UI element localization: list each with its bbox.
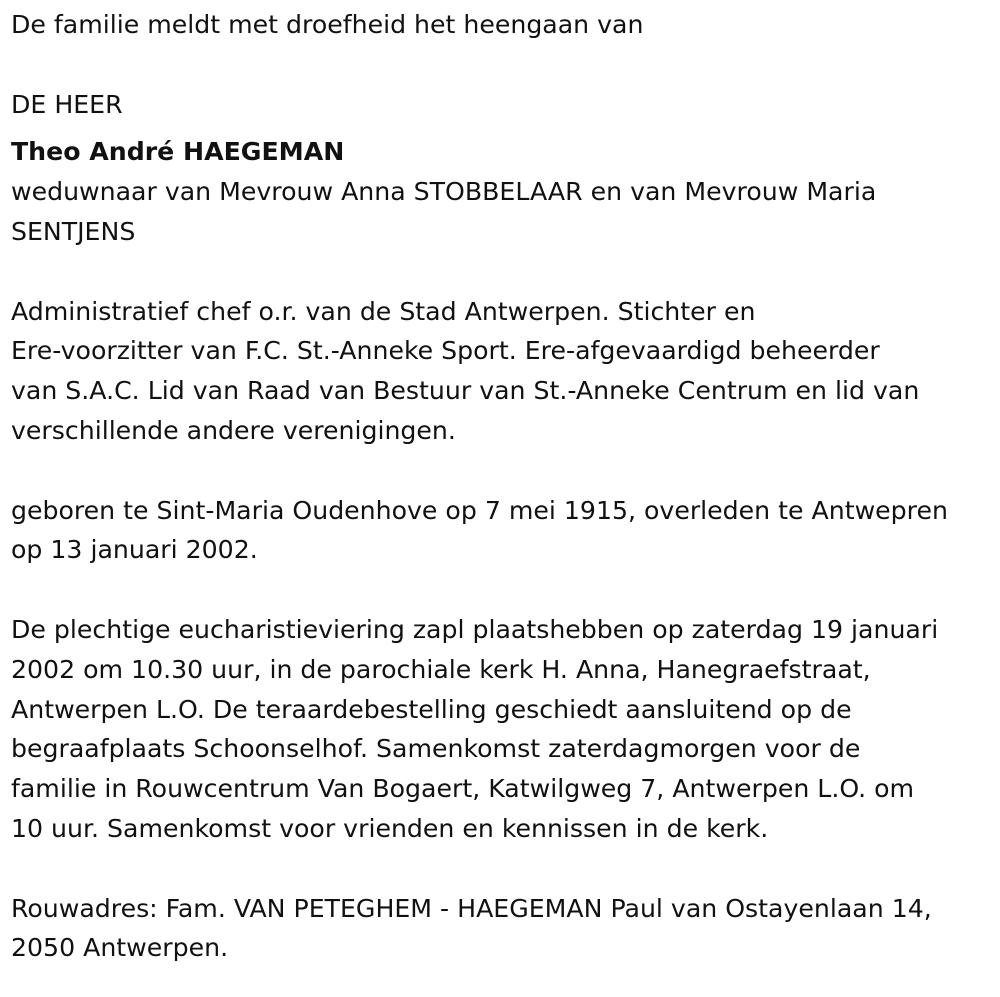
paragraph-line: Ere-voorzitter van F.C. St.-Anneke Sport. Ere-afgevaardigd beheerder — [11, 336, 880, 366]
paragraph-line: Administratief chef o.r. van de Stad Antwerpen. Stichter en — [11, 296, 756, 326]
paragraph-line: verschillende andere verenigingen. — [11, 415, 456, 445]
spacer — [11, 570, 997, 610]
honorific-title: DE HEER — [11, 89, 123, 119]
intro-text: De familie meldt met droefheid het heengaan van — [11, 10, 644, 39]
paragraph-line: 2002 om 10.30 uur, in de parochiale kerk H. Anna, Hanegraefstraat, — [11, 654, 871, 684]
paragraph-line: Rouwadres: Fam. VAN PETEGHEM - HAEGEMAN Paul van Ostayenlaan 14, — [11, 893, 932, 923]
functions-paragraph — [11, 292, 997, 451]
paragraph-line: 10 uur. Samenkomst voor vrienden en kennissen in de kerk. — [11, 813, 769, 843]
birth-death-paragraph — [11, 491, 997, 571]
paragraph-line: weduwnaar van Mevrouw Anna STOBBELAAR en van Mevrouw Maria — [11, 177, 877, 207]
paragraph-line: Antwerpen L.O. De teraardebestelling geschiedt aansluitend op de — [11, 694, 852, 724]
spacer — [11, 252, 997, 292]
ceremony-paragraph — [11, 610, 997, 849]
paragraph-line: De plechtige eucharistieviering zapl plaatshebben op zaterdag 19 januari — [11, 614, 939, 644]
deceased-name: Theo André HAEGEMAN — [11, 137, 345, 167]
spacer — [11, 45, 997, 85]
paragraph-line: familie in Rouwcentrum Van Bogaert, Katwilgweg 7, Antwerpen L.O. om — [11, 774, 915, 804]
paragraph-line: 2050 Antwerpen. — [11, 933, 229, 963]
obituary-notice — [11, 5, 997, 968]
spacer — [11, 451, 997, 491]
address-paragraph — [11, 889, 997, 969]
spacer — [11, 849, 997, 889]
paragraph-line: van S.A.C. Lid van Raad van Bestuur van St.-Anneke Centrum en lid van — [11, 376, 920, 406]
widower-paragraph — [11, 172, 997, 252]
paragraph-line: begraafplaats Schoonselhof. Samenkomst zaterdagmorgen voor de — [11, 734, 861, 764]
paragraph-line: op 13 januari 2002. — [11, 535, 258, 565]
paragraph-line: SENTJENS — [11, 216, 136, 246]
paragraph-line: geboren te Sint-Maria Oudenhove op 7 mei 1915, overleden te Antwepren — [11, 495, 948, 525]
